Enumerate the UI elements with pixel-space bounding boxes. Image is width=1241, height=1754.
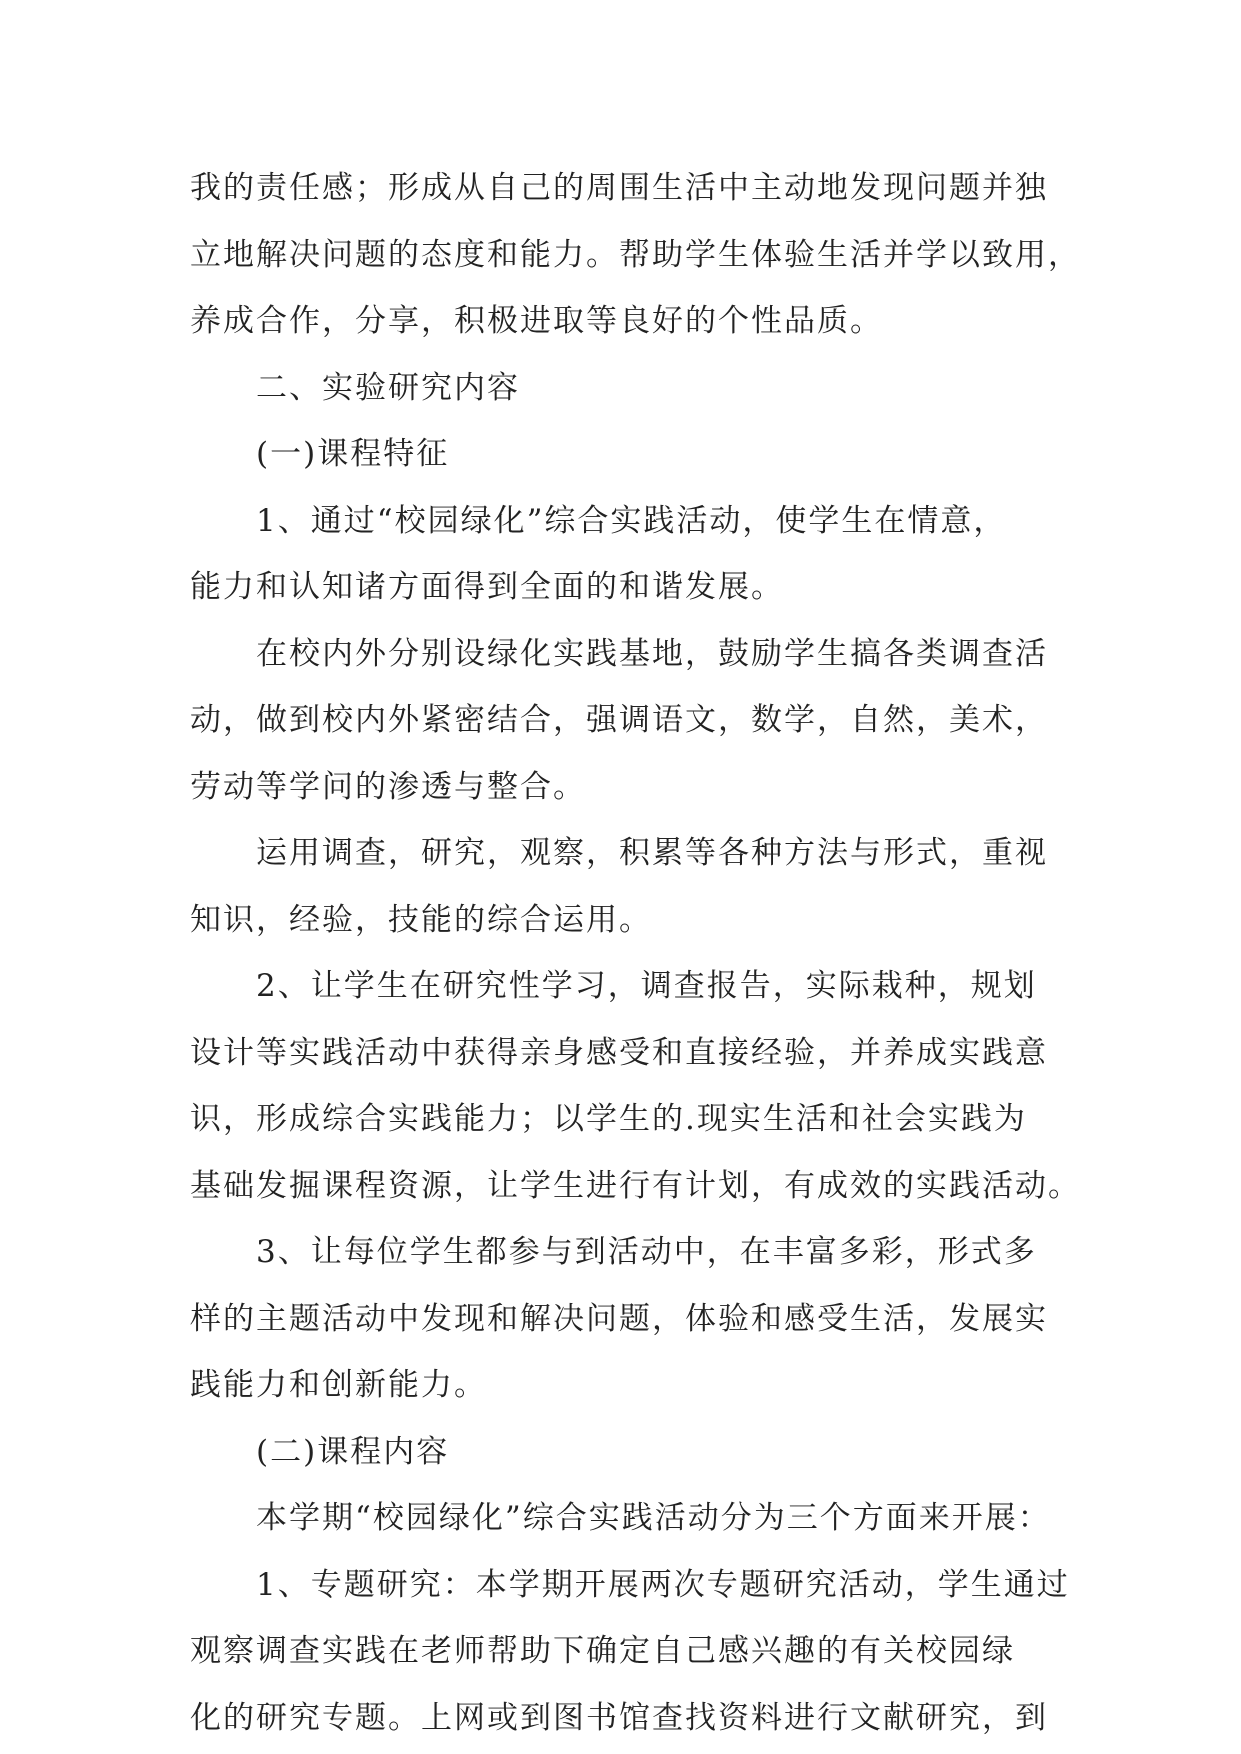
paragraph-line: 观察调查实践在老师帮助下确定自己感兴趣的有关校园绿 <box>190 1633 1015 1669</box>
paragraph-line: 运用调查，研究，观察，积累等各种方法与形式，重视 <box>256 835 1048 871</box>
paragraph-line: 化的研究专题。上网或到图书馆查找资料进行文献研究，到 <box>190 1699 1048 1736</box>
document-body <box>190 155 1081 1751</box>
paragraph-line: 能力和认知诸方面得到全面的和谐发展。 <box>190 569 784 605</box>
paragraph-line: 2、让学生在研究性学习，调查报告，实际栽种，规划 <box>256 968 1037 1004</box>
subsection-heading: (二)课程内容 <box>256 1433 450 1470</box>
paragraph-line: 识，形成综合实践能力；以学生的.现实生活和社会实践为 <box>190 1101 1027 1137</box>
section-heading: 二、实验研究内容 <box>256 369 520 406</box>
paragraph-line: 本学期“校园绿化”综合实践活动分为三个方面来开展： <box>256 1500 1051 1536</box>
paragraph-line: 劳动等学问的渗透与整合。 <box>190 768 586 805</box>
paragraph-line: 样的主题活动中发现和解决问题，体验和感受生活，发展实 <box>190 1300 1048 1337</box>
paragraph-line: 3、让每位学生都参与到活动中，在丰富多彩，形式多 <box>256 1234 1037 1270</box>
paragraph-line: 设计等实践活动中获得亲身感受和直接经验，并养成实践意 <box>190 1034 1048 1071</box>
paragraph-line: 动，做到校内外紧密结合，强调语文，数学，自然，美术， <box>190 702 1048 738</box>
paragraph-line: 1、通过“校园绿化”综合实践活动，使学生在情意， <box>256 502 1007 539</box>
paragraph-line: 我的责任感；形成从自己的周围生活中主动地发现问题并独 <box>190 170 1048 206</box>
paragraph-line: 基础发掘课程资源，让学生进行有计划，有成效的实践活动。 <box>190 1167 1081 1204</box>
paragraph-line: 养成合作，分享，积极进取等良好的个性品质。 <box>190 303 883 339</box>
paragraph-line: 知识，经验，技能的综合运用。 <box>190 901 652 938</box>
paragraph-line: 在校内外分别设绿化实践基地，鼓励学生搞各类调查活 <box>256 635 1048 672</box>
paragraph-line: 1、专题研究：本学期开展两次专题研究活动，学生通过 <box>256 1566 1070 1603</box>
subsection-heading: (一)课程特征 <box>256 436 450 472</box>
paragraph-line: 践能力和创新能力。 <box>190 1367 487 1403</box>
paragraph-line: 立地解决问题的态度和能力。帮助学生体验生活并学以致用， <box>190 236 1081 273</box>
